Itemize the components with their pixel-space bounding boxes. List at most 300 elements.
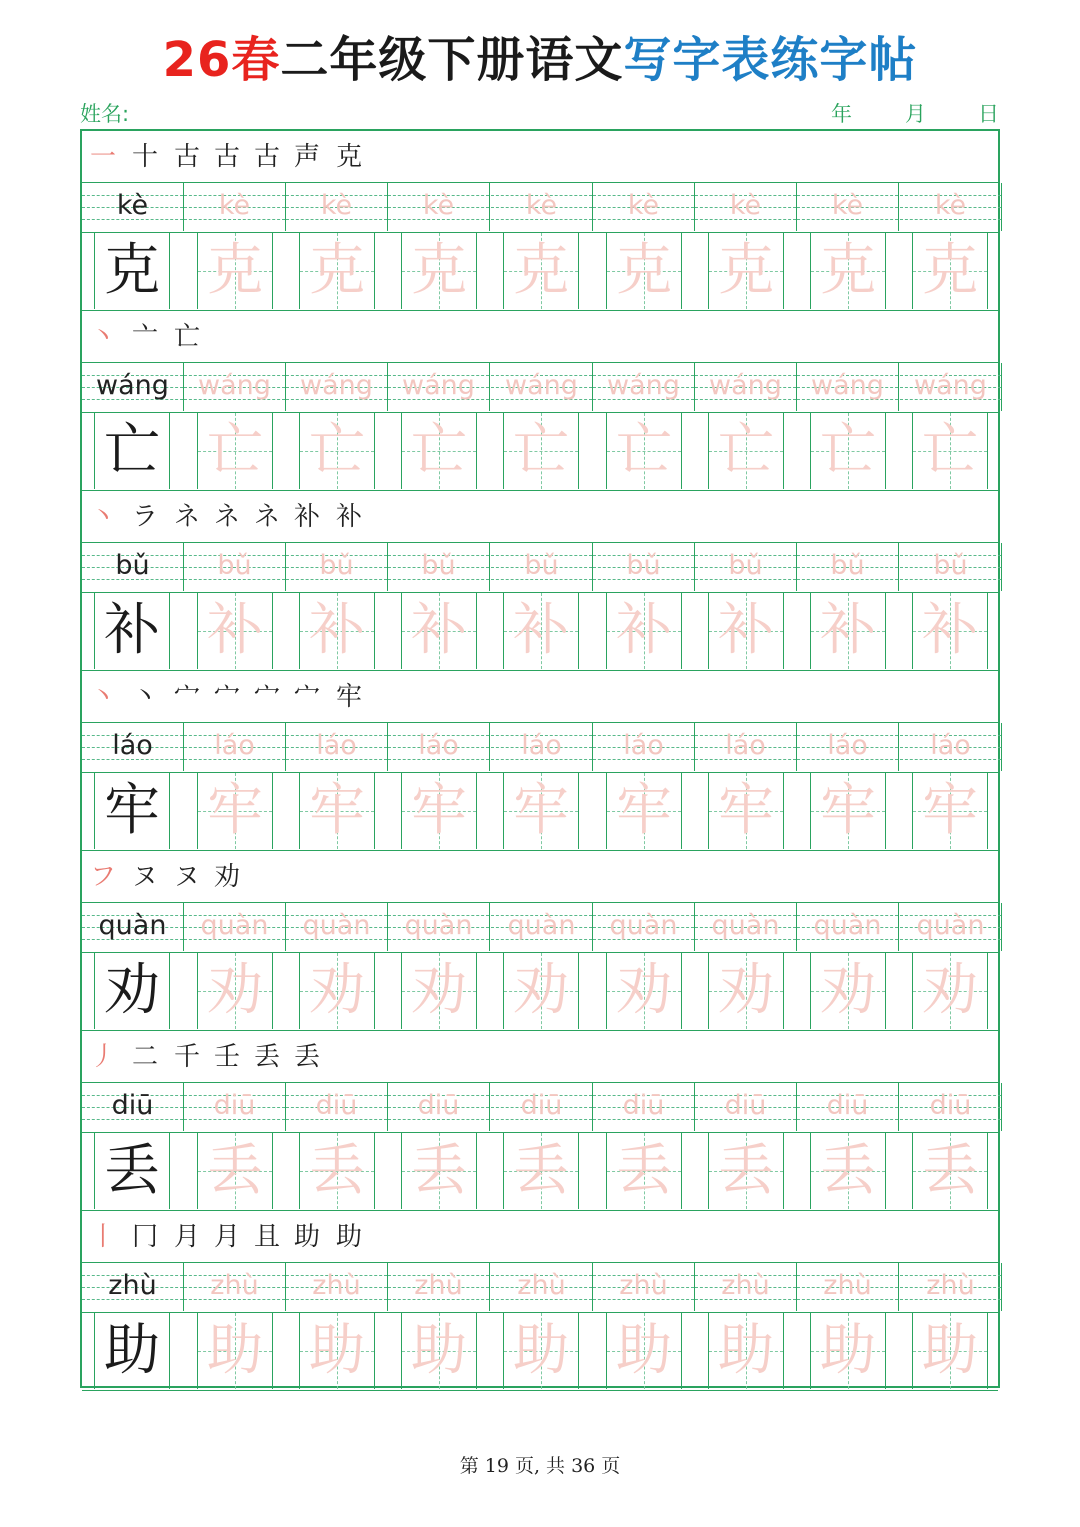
character-trace: 助 [411, 1318, 467, 1383]
name-label: 姓名: [80, 102, 130, 126]
pinyin-trace-cell[interactable] [900, 543, 1002, 591]
pinyin-trace-cell[interactable] [184, 1263, 286, 1311]
character-trace-cell[interactable] [299, 413, 375, 489]
character-trace: 劝 [513, 958, 569, 1023]
character-row [82, 953, 998, 1031]
pinyin-trace: láo [316, 730, 357, 761]
character-trace-cell[interactable] [912, 413, 988, 489]
pinyin-trace: zhù [210, 1270, 259, 1301]
character-trace-cell[interactable] [401, 593, 477, 669]
stroke-step: 月 [174, 1222, 201, 1252]
stroke-step: フ [90, 862, 117, 892]
pinyin-trace-cell[interactable] [286, 903, 388, 951]
stroke-step: 十 [132, 142, 159, 172]
pinyin-trace: wáng [198, 370, 271, 401]
pinyin-trace: kè [525, 190, 558, 221]
character-trace: 丢 [207, 1138, 263, 1203]
pinyin-trace: zhù [414, 1270, 463, 1301]
pinyin-trace-cell[interactable] [184, 723, 286, 771]
character-trace-cell[interactable] [606, 413, 682, 489]
stroke-step: ネ [214, 502, 241, 532]
pinyin-trace: bǔ [830, 550, 865, 581]
stroke-step: 丢 [294, 1042, 321, 1072]
stroke-step: ラ [132, 502, 159, 532]
character-trace-cell[interactable] [197, 773, 273, 849]
pinyin-trace-cell[interactable] [900, 1083, 1002, 1131]
pinyin-trace: quàn [609, 910, 678, 941]
pinyin-trace: láo [214, 730, 255, 761]
pinyin-trace: diū [315, 1090, 358, 1121]
stroke-order-row [82, 491, 998, 543]
character-trace-cell[interactable] [503, 1313, 579, 1389]
character-trace: 克 [207, 238, 263, 303]
stroke-order-row [82, 1031, 998, 1083]
character-model: 丢 [104, 1138, 160, 1203]
character-trace-cell[interactable] [810, 233, 886, 309]
character-trace-cell[interactable] [606, 593, 682, 669]
character-trace-cell[interactable] [810, 1133, 886, 1209]
pinyin-trace-cell[interactable] [593, 183, 695, 231]
pinyin-trace-cell[interactable] [491, 363, 593, 411]
character-model-cell [94, 1133, 170, 1209]
pinyin-row [82, 543, 998, 593]
character-trace: 补 [207, 598, 263, 663]
character-trace-cell[interactable] [401, 1133, 477, 1209]
pinyin-trace-cell[interactable] [388, 723, 490, 771]
pinyin-trace-cell[interactable] [797, 183, 899, 231]
pinyin-trace-cell[interactable] [388, 1263, 490, 1311]
pinyin-trace: zhù [721, 1270, 770, 1301]
character-trace: 牢 [309, 778, 365, 843]
stroke-order-row [82, 131, 998, 183]
stroke-step: 丢 [254, 1042, 281, 1072]
pinyin-trace: zhù [926, 1270, 975, 1301]
pinyin-trace-cell[interactable] [900, 723, 1002, 771]
character-model: 补 [104, 598, 160, 663]
stroke-step: ネ [254, 502, 281, 532]
character-block [82, 311, 998, 491]
page-title [0, 28, 1080, 92]
stroke-step: 古 [174, 142, 201, 172]
character-model-cell [94, 1313, 170, 1389]
pinyin-trace-cell[interactable] [286, 543, 388, 591]
character-trace-cell[interactable] [708, 233, 784, 309]
pinyin-trace: quàn [302, 910, 371, 941]
character-trace: 丢 [718, 1138, 774, 1203]
pinyin-trace: diū [520, 1090, 563, 1121]
pinyin-trace-cell[interactable] [797, 543, 899, 591]
character-trace: 亡 [616, 418, 672, 483]
month-label: 月 [905, 102, 926, 126]
character-trace: 克 [820, 238, 876, 303]
character-trace: 助 [513, 1318, 569, 1383]
pinyin-trace: zhù [619, 1270, 668, 1301]
pinyin-trace-cell[interactable] [695, 183, 797, 231]
name-date-row [80, 98, 1000, 126]
pinyin-trace-cell[interactable] [797, 1083, 899, 1131]
pinyin-trace-cell[interactable] [695, 903, 797, 951]
stroke-step: 宀 [214, 682, 241, 712]
character-trace: 补 [309, 598, 365, 663]
pinyin-trace-cell[interactable] [695, 543, 797, 591]
pinyin-trace: zhù [823, 1270, 872, 1301]
pinyin-trace: bǔ [421, 550, 456, 581]
character-trace-cell[interactable] [912, 1313, 988, 1389]
pinyin-trace-cell[interactable] [491, 1083, 593, 1131]
stroke-step: 助 [294, 1222, 321, 1252]
character-trace-cell[interactable] [912, 593, 988, 669]
pinyin-trace: kè [729, 190, 762, 221]
stroke-step: ヌ [132, 862, 159, 892]
character-trace-cell[interactable] [708, 1313, 784, 1389]
character-trace-cell[interactable] [708, 773, 784, 849]
pinyin-trace-cell[interactable] [900, 183, 1002, 231]
character-trace: 丢 [616, 1138, 672, 1203]
character-trace-cell[interactable] [197, 1133, 273, 1209]
pinyin-row [82, 903, 998, 953]
stroke-order-row [82, 311, 998, 363]
character-block [82, 851, 998, 1031]
character-trace: 补 [922, 598, 978, 663]
pinyin-trace-cell[interactable] [388, 1083, 490, 1131]
stroke-step: 丨 [90, 1222, 117, 1252]
pinyin-trace-cell[interactable] [184, 543, 286, 591]
character-trace-cell[interactable] [912, 233, 988, 309]
character-trace-cell[interactable] [708, 1133, 784, 1209]
pinyin-trace: bǔ [933, 550, 968, 581]
stroke-step: 丶 [132, 682, 159, 712]
pinyin-row [82, 363, 998, 413]
character-trace-cell[interactable] [299, 1133, 375, 1209]
pinyin-trace-cell[interactable] [593, 1083, 695, 1131]
pinyin-row [82, 1083, 998, 1133]
character-trace-cell[interactable] [299, 593, 375, 669]
pinyin-trace-cell[interactable] [900, 363, 1002, 411]
pinyin-trace-cell[interactable] [184, 363, 286, 411]
character-trace-cell[interactable] [606, 1313, 682, 1389]
character-trace: 牢 [820, 778, 876, 843]
character-trace: 亡 [207, 418, 263, 483]
pinyin-trace: zhù [312, 1270, 361, 1301]
character-trace-cell[interactable] [708, 413, 784, 489]
character-trace-cell[interactable] [503, 593, 579, 669]
pinyin-trace: kè [422, 190, 455, 221]
character-trace-cell[interactable] [708, 593, 784, 669]
character-trace-cell[interactable] [401, 413, 477, 489]
character-model: 劝 [104, 958, 160, 1023]
stroke-step: 月 [214, 1222, 241, 1252]
stroke-step: 声 [294, 142, 321, 172]
pinyin-trace-cell[interactable] [388, 903, 490, 951]
character-trace-cell[interactable] [503, 953, 579, 1029]
character-trace-cell[interactable] [401, 773, 477, 849]
pinyin-trace: kè [831, 190, 864, 221]
character-row [82, 773, 998, 851]
character-trace-cell[interactable] [197, 413, 273, 489]
pinyin-model-cell [82, 363, 184, 411]
pinyin-trace-cell[interactable] [593, 723, 695, 771]
pinyin-trace-cell[interactable] [286, 363, 388, 411]
pinyin-trace-cell[interactable] [491, 1263, 593, 1311]
character-trace: 克 [411, 238, 467, 303]
pinyin-model: kè [116, 190, 149, 221]
pinyin-model-cell [82, 903, 184, 951]
pinyin-row [82, 183, 998, 233]
pinyin-trace: quàn [507, 910, 576, 941]
character-block [82, 1211, 998, 1391]
character-trace-cell[interactable] [606, 773, 682, 849]
character-trace: 助 [207, 1318, 263, 1383]
pinyin-trace-cell[interactable] [184, 183, 286, 231]
character-trace: 克 [718, 238, 774, 303]
character-model-cell [94, 953, 170, 1029]
pinyin-trace: kè [320, 190, 353, 221]
pinyin-model-cell [82, 1263, 184, 1311]
title-grade-subject: 二年级下册语文 [280, 32, 624, 88]
character-trace: 牢 [718, 778, 774, 843]
character-trace-cell[interactable] [810, 953, 886, 1029]
pinyin-trace-cell[interactable] [695, 1263, 797, 1311]
pinyin-trace-cell[interactable] [491, 723, 593, 771]
character-trace-cell[interactable] [810, 593, 886, 669]
character-trace-cell[interactable] [299, 233, 375, 309]
pinyin-trace: wáng [505, 370, 578, 401]
pinyin-trace: quàn [813, 910, 882, 941]
stroke-step: 丿 [90, 1042, 117, 1072]
pinyin-trace: quàn [200, 910, 269, 941]
character-block [82, 491, 998, 671]
character-trace-cell[interactable] [503, 413, 579, 489]
stroke-step: 亠 [132, 322, 159, 352]
pinyin-trace-cell[interactable] [286, 723, 388, 771]
pinyin-trace: diū [213, 1090, 256, 1121]
stroke-step: ネ [174, 502, 201, 532]
pinyin-trace-cell[interactable] [797, 903, 899, 951]
pinyin-trace-cell[interactable] [695, 723, 797, 771]
pinyin-trace: wáng [811, 370, 884, 401]
character-trace: 劝 [718, 958, 774, 1023]
stroke-step: 壬 [214, 1042, 241, 1072]
stroke-step: 宀 [294, 682, 321, 712]
character-trace-cell[interactable] [606, 953, 682, 1029]
pinyin-trace-cell[interactable] [900, 1263, 1002, 1311]
stroke-step: ヌ [174, 862, 201, 892]
pinyin-trace-cell[interactable] [593, 903, 695, 951]
pinyin-trace-cell[interactable] [900, 903, 1002, 951]
pinyin-trace: láo [930, 730, 971, 761]
pinyin-model: zhù [108, 1270, 157, 1301]
character-trace-cell[interactable] [912, 953, 988, 1029]
pinyin-trace: bǔ [626, 550, 661, 581]
pinyin-trace-cell[interactable] [695, 1083, 797, 1131]
pinyin-trace: bǔ [524, 550, 559, 581]
pinyin-trace-cell[interactable] [388, 183, 490, 231]
stroke-order-row [82, 1211, 998, 1263]
character-trace: 劝 [820, 958, 876, 1023]
stroke-step: 牢 [336, 682, 363, 712]
character-trace-cell[interactable] [299, 1313, 375, 1389]
stroke-step: 宀 [254, 682, 281, 712]
pinyin-trace-cell[interactable] [695, 363, 797, 411]
pinyin-trace: diū [622, 1090, 665, 1121]
character-row [82, 1133, 998, 1211]
character-trace: 补 [820, 598, 876, 663]
character-trace-cell[interactable] [197, 233, 273, 309]
character-block [82, 131, 998, 311]
stroke-order-row [82, 671, 998, 723]
character-model-cell [94, 233, 170, 309]
pinyin-trace-cell[interactable] [797, 363, 899, 411]
character-model-cell [94, 413, 170, 489]
character-trace: 牢 [207, 778, 263, 843]
pinyin-model: bǔ [115, 550, 150, 581]
stroke-step: 补 [294, 502, 321, 532]
character-trace: 亡 [513, 418, 569, 483]
pinyin-trace: láo [827, 730, 868, 761]
character-row [82, 593, 998, 671]
stroke-step: 补 [336, 502, 363, 532]
character-row [82, 1313, 998, 1391]
stroke-order-row [82, 851, 998, 903]
pinyin-trace: kè [934, 190, 967, 221]
character-model-cell [94, 593, 170, 669]
character-trace: 牢 [513, 778, 569, 843]
character-trace-cell[interactable] [810, 1313, 886, 1389]
character-trace: 助 [922, 1318, 978, 1383]
character-row [82, 233, 998, 311]
pinyin-trace: kè [218, 190, 251, 221]
pinyin-trace-cell[interactable] [797, 1263, 899, 1311]
stroke-step: 古 [254, 142, 281, 172]
pinyin-trace-cell[interactable] [491, 903, 593, 951]
character-trace: 劝 [922, 958, 978, 1023]
character-trace-cell[interactable] [401, 233, 477, 309]
pinyin-trace-cell[interactable] [286, 1083, 388, 1131]
pinyin-trace-cell[interactable] [286, 1263, 388, 1311]
pinyin-trace-cell[interactable] [388, 543, 490, 591]
day-label: 日 [978, 102, 999, 126]
stroke-step: 劝 [214, 862, 241, 892]
character-trace: 牢 [411, 778, 467, 843]
pinyin-trace: quàn [916, 910, 985, 941]
character-trace-cell[interactable] [503, 773, 579, 849]
pinyin-trace: wáng [402, 370, 475, 401]
character-trace: 劝 [207, 958, 263, 1023]
pinyin-trace-cell[interactable] [286, 183, 388, 231]
pinyin-trace: wáng [914, 370, 987, 401]
character-trace: 丢 [411, 1138, 467, 1203]
character-trace-cell[interactable] [810, 773, 886, 849]
character-trace: 补 [513, 598, 569, 663]
character-trace-cell[interactable] [606, 1133, 682, 1209]
pinyin-trace-cell[interactable] [797, 723, 899, 771]
pinyin-trace-cell[interactable] [491, 543, 593, 591]
character-model: 亡 [104, 418, 160, 483]
pinyin-trace: láo [725, 730, 766, 761]
pinyin-trace: zhù [517, 1270, 566, 1301]
page-footer: 第 19 页, 共 36 页 [459, 1455, 621, 1477]
year-label: 年 [831, 102, 852, 126]
pinyin-trace: wáng [709, 370, 782, 401]
character-trace: 克 [513, 238, 569, 303]
pinyin-trace-cell[interactable] [184, 1083, 286, 1131]
stroke-step: 助 [336, 1222, 363, 1252]
character-trace-cell[interactable] [197, 1313, 273, 1389]
pinyin-model-cell [82, 723, 184, 771]
stroke-step: 二 [132, 1042, 159, 1072]
pinyin-model-cell [82, 1083, 184, 1131]
character-trace: 牢 [616, 778, 672, 843]
character-trace-cell[interactable] [912, 1133, 988, 1209]
character-trace-cell[interactable] [503, 233, 579, 309]
character-trace: 克 [616, 238, 672, 303]
character-block [82, 671, 998, 851]
pinyin-trace: wáng [300, 370, 373, 401]
stroke-step: 千 [174, 1042, 201, 1072]
pinyin-trace-cell[interactable] [491, 183, 593, 231]
character-trace: 补 [718, 598, 774, 663]
character-trace: 助 [616, 1318, 672, 1383]
character-trace: 补 [616, 598, 672, 663]
character-trace-cell[interactable] [401, 1313, 477, 1389]
stroke-step: 亡 [174, 322, 201, 352]
pinyin-trace-cell[interactable] [593, 543, 695, 591]
character-trace-cell[interactable] [606, 233, 682, 309]
pinyin-model: diū [111, 1090, 154, 1121]
character-trace-cell[interactable] [299, 953, 375, 1029]
character-trace: 劝 [411, 958, 467, 1023]
pinyin-model: quàn [98, 910, 167, 941]
pinyin-model-cell [82, 543, 184, 591]
character-row [82, 413, 998, 491]
pinyin-model-cell [82, 183, 184, 231]
character-trace-cell[interactable] [810, 413, 886, 489]
practice-grid [80, 129, 1000, 1388]
pinyin-model: láo [112, 730, 153, 761]
character-trace-cell[interactable] [197, 953, 273, 1029]
pinyin-trace-cell[interactable] [593, 1263, 695, 1311]
character-trace-cell[interactable] [708, 953, 784, 1029]
pinyin-trace-cell[interactable] [388, 363, 490, 411]
pinyin-trace: láo [521, 730, 562, 761]
pinyin-trace: diū [826, 1090, 869, 1121]
stroke-step: 冂 [132, 1222, 159, 1252]
pinyin-row [82, 1263, 998, 1313]
character-trace: 克 [922, 238, 978, 303]
pinyin-trace-cell[interactable] [593, 363, 695, 411]
character-trace-cell[interactable] [197, 593, 273, 669]
pinyin-trace: láo [418, 730, 459, 761]
character-trace-cell[interactable] [912, 773, 988, 849]
character-trace: 亡 [718, 418, 774, 483]
pinyin-trace: wáng [607, 370, 680, 401]
pinyin-trace-cell[interactable] [184, 903, 286, 951]
character-model-cell [94, 773, 170, 849]
pinyin-trace: diū [929, 1090, 972, 1121]
pinyin-trace: kè [627, 190, 660, 221]
character-trace-cell[interactable] [299, 773, 375, 849]
character-trace: 丢 [820, 1138, 876, 1203]
stroke-step: 一 [90, 142, 117, 172]
pinyin-trace: bǔ [728, 550, 763, 581]
character-trace-cell[interactable] [401, 953, 477, 1029]
stroke-step: 丶 [90, 682, 117, 712]
pinyin-trace: quàn [404, 910, 473, 941]
character-trace: 丢 [513, 1138, 569, 1203]
character-trace-cell[interactable] [503, 1133, 579, 1209]
character-trace: 助 [718, 1318, 774, 1383]
stroke-step: 克 [336, 142, 363, 172]
